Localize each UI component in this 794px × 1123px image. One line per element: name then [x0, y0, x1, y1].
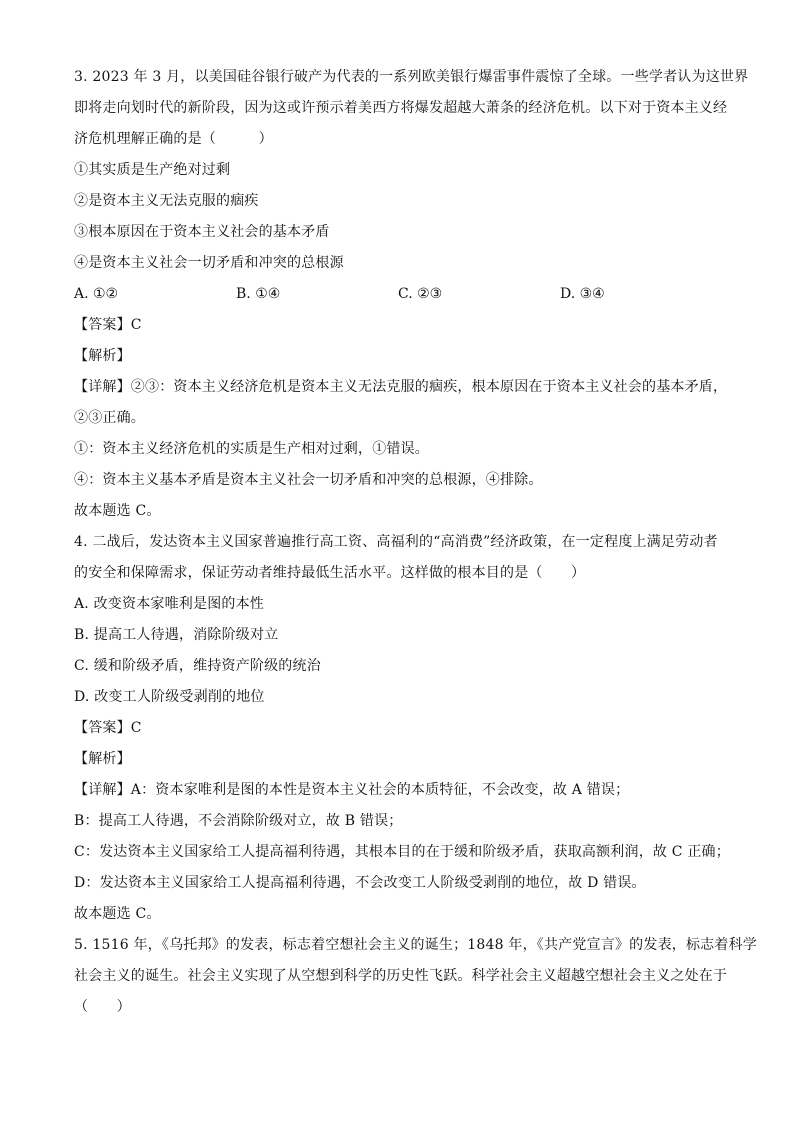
option-d: D. 改变工人阶级受剥削的地位: [74, 689, 265, 705]
question-3: [74, 62, 749, 527]
question-5: [74, 930, 757, 1023]
question-stem-line: （ ）: [74, 999, 131, 1015]
question-stem-line: 的安全和保障需求，保证劳动者维持最低生活水平。这样做的根本目的是（ ）: [74, 565, 586, 581]
statement-1: ①其实质是生产绝对过剩: [74, 162, 231, 178]
statement-4: ④是资本主义社会一切矛盾和冲突的总根源: [74, 255, 344, 271]
analysis-line: D：发达资本主义国家给工人提高福利待遇，不会改变工人阶级受剥削的地位，故 D 错误。: [74, 875, 646, 891]
statement-2: ②是资本主义无法克服的痼疾: [74, 193, 259, 209]
answer: 【答案】C: [74, 317, 142, 333]
analysis-line: ①：资本主义经济危机的实质是生产相对过剩，①错误。: [74, 441, 429, 457]
analysis-title: 【解析】: [74, 751, 131, 767]
analysis-line: ②③正确。: [74, 410, 145, 426]
option-c: C. 缓和阶级矛盾，维持资产阶级的统治: [74, 658, 321, 674]
analysis-line: B：提高工人待遇，不会消除阶级对立，故 B 错误；: [74, 813, 403, 829]
option-b: B. 提高工人待遇，消除阶级对立: [74, 627, 279, 643]
answer-options: [74, 279, 724, 310]
option-a: A. 改变资本家唯利是图的本性: [74, 596, 265, 612]
question-stem-line: 即将走向划时代的新阶段，因为这或许预示着美西方将爆发超越大萧条的经济危机。以下对于资本主义经: [74, 100, 728, 116]
analysis-line: 故本题选 C。: [74, 503, 161, 519]
analysis-line: ④：资本主义基本矛盾是资本主义社会一切矛盾和冲突的总根源，④排除。: [74, 472, 543, 488]
analysis-line: 【详解】②③：资本主义经济危机是资本主义无法克服的痼疾，根本原因在于资本主义社会的基本矛盾，: [74, 379, 728, 395]
question-stem-line: 社会主义的诞生。社会主义实现了从空想到科学的历史性飞跃。科学社会主义超越空想社会主义之处在于: [74, 968, 728, 984]
option-b: B. ①④: [236, 286, 281, 302]
document-page: [74, 62, 757, 1023]
analysis-line: 故本题选 C。: [74, 906, 161, 922]
analysis-title: 【解析】: [74, 348, 131, 364]
option-a: A. ①②: [74, 286, 119, 302]
statement-3: ③根本原因在于资本主义社会的基本矛盾: [74, 224, 330, 240]
question-stem-line: 5. 1516 年，《乌托邦》的发表，标志着空想社会主义的诞生；1848 年，《共产党宣言》的发表，标志着科学: [74, 937, 757, 953]
analysis-line: 【详解】A：资本家唯利是图的本性是资本主义社会的本质特征，不会改变，故 A 错误；: [74, 782, 630, 798]
question-stem-line: 3. 2023 年 3 月，以美国硅谷银行破产为代表的一系列欧美银行爆雷事件震惊了全球。一些学者认为这世界: [74, 69, 749, 85]
analysis-line: C：发达资本主义国家给工人提高福利待遇，其根本目的在于缓和阶级矛盾，获取高额利润，故 C 正确；: [74, 844, 730, 860]
answer: 【答案】C: [74, 720, 142, 736]
option-c: C. ②③: [398, 286, 443, 302]
question-stem-line: 4. 二战后，发达资本主义国家普遍推行高工资、高福利的“高消费”经济政策，在一定程度上满足劳动者: [74, 534, 718, 550]
question-4: [74, 527, 730, 930]
option-d: D. ③④: [560, 286, 605, 302]
question-stem-line: 济危机理解正确的是（ ）: [74, 131, 273, 147]
